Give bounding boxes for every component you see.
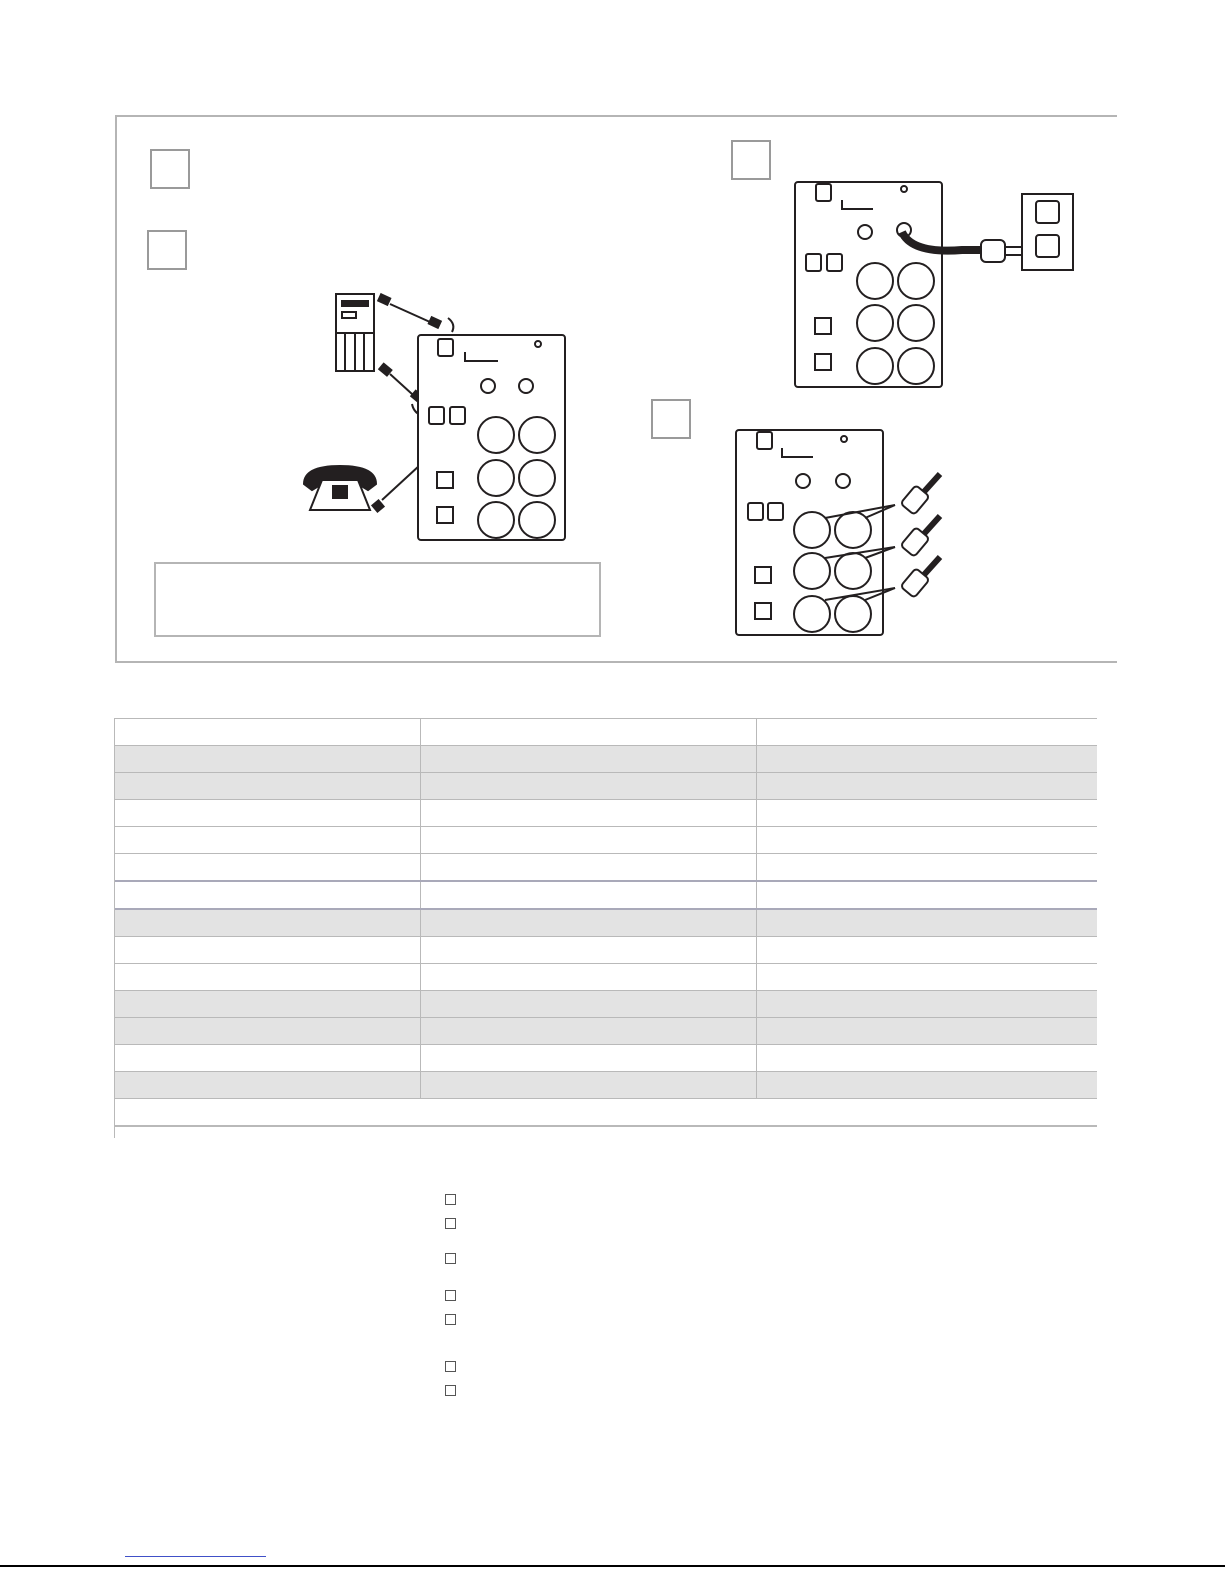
table-cell: [756, 746, 1097, 773]
table-cell: [420, 937, 756, 964]
table-cell: [115, 773, 420, 800]
footer-rule: [0, 1565, 1225, 1567]
table-cell: [115, 881, 420, 909]
table-cell: [756, 773, 1097, 800]
table-cell: [756, 1045, 1097, 1072]
table-row: [115, 1045, 1097, 1072]
table-cell: [756, 909, 1097, 937]
table-cell: [115, 937, 420, 964]
table-cell: [756, 854, 1097, 882]
equipment-plugs-illustration: [0, 0, 1225, 700]
table-cell: [115, 1018, 420, 1045]
table-cell: [115, 1045, 420, 1072]
table-cell: [420, 1072, 756, 1099]
table-row: [115, 800, 1097, 827]
table-cell: [420, 773, 756, 800]
table-cell: [115, 800, 420, 827]
table-cell: [756, 800, 1097, 827]
table-cell: [115, 991, 420, 1018]
table-cell: [115, 964, 420, 991]
table-row: [115, 1018, 1097, 1045]
table-cell: [115, 827, 420, 854]
table-row: [115, 854, 1097, 882]
table-cell: [756, 1072, 1097, 1099]
table-row: [115, 746, 1097, 773]
table-row: [115, 1072, 1097, 1099]
table-cell: [420, 719, 756, 746]
checklist-box-icon: [445, 1194, 456, 1205]
checklist-box-icon: [445, 1385, 456, 1396]
table-cell: [115, 746, 420, 773]
table-cell: [115, 854, 420, 882]
footer-link-underline[interactable]: [125, 1556, 266, 1557]
table-cell: [115, 909, 420, 937]
table-cell: [756, 881, 1097, 909]
table-cell: [756, 827, 1097, 854]
table-row: [115, 964, 1097, 991]
table-cell: [420, 964, 756, 991]
table-footnote-row: [115, 1099, 1097, 1127]
table-cell: [756, 719, 1097, 746]
table-cell: [420, 854, 756, 882]
table-row: [115, 937, 1097, 964]
table-cell: [756, 1018, 1097, 1045]
table-cell: [420, 1045, 756, 1072]
checklist-box-icon: [445, 1361, 456, 1372]
spec-table: [115, 718, 1097, 1127]
table-footnote: [115, 1099, 1097, 1127]
checklist-box-icon: [445, 1253, 456, 1264]
table-cell: [420, 800, 756, 827]
table-cell: [420, 827, 756, 854]
table-cell: [420, 881, 756, 909]
table-row: [115, 991, 1097, 1018]
table-cell: [115, 719, 420, 746]
table-row: [115, 719, 1097, 746]
table-cell: [756, 964, 1097, 991]
table-row: [115, 881, 1097, 909]
checklist-box-icon: [445, 1290, 456, 1301]
table-cell: [115, 1072, 420, 1099]
table-cell: [756, 991, 1097, 1018]
table-cell: [420, 1018, 756, 1045]
table-cell: [420, 909, 756, 937]
table-cell: [420, 991, 756, 1018]
checklist-box-icon: [445, 1218, 456, 1229]
table-row: [115, 909, 1097, 937]
table-cell: [420, 746, 756, 773]
table-cell: [756, 937, 1097, 964]
table-row: [115, 827, 1097, 854]
ups-panel-c: [736, 430, 883, 635]
checklist-box-icon: [445, 1314, 456, 1325]
table-row: [115, 773, 1097, 800]
